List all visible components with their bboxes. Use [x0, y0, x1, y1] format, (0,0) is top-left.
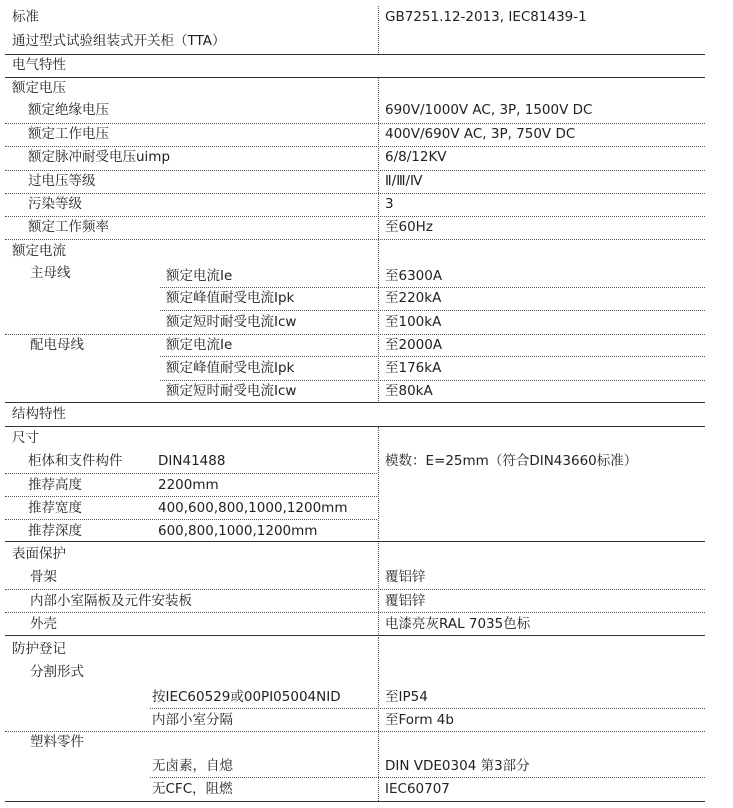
row-divider — [5, 170, 705, 171]
row-value: 至100kA — [385, 314, 442, 330]
row-value: 至176kA — [385, 360, 442, 376]
section-divider — [5, 54, 705, 55]
row-divider — [5, 473, 377, 474]
row-label: 额定短时耐受电流Icw — [166, 314, 297, 330]
row-value: 覆铝锌 — [385, 593, 426, 609]
column-divider — [378, 427, 379, 539]
row-label: 推荐宽度 — [28, 500, 82, 516]
row-divider — [5, 193, 705, 194]
row-value: 690V/1000V AC, 3P, 1500V DC — [385, 102, 593, 118]
module-note: 模数：E=25mm（符合DIN43660标准） — [385, 453, 638, 469]
row-label: 内部小室隔板及元件安装板 — [30, 593, 192, 609]
row-label: 额定电流Ie — [166, 337, 233, 353]
row-divider — [160, 356, 705, 357]
row-label: 柜体和支件构件 — [28, 453, 123, 469]
subheading-rated-voltage: 额定电压 — [12, 80, 66, 96]
row-value: 至6300A — [385, 268, 443, 284]
row-value: 400V/690V AC, 3P, 750V DC — [385, 126, 576, 142]
row-value: IEC60707 — [385, 781, 450, 797]
row-value: 至60Hz — [385, 219, 433, 235]
row-divider — [5, 519, 377, 520]
row-label: 额定短时耐受电流Icw — [166, 383, 297, 399]
row-label: 无卤素，自熄 — [152, 758, 233, 774]
section-divider — [5, 541, 705, 542]
row-label: 过电压等级 — [28, 173, 96, 189]
row-label: 额定绝缘电压 — [28, 102, 109, 118]
row-divider — [5, 612, 705, 613]
row-value: 覆铝锌 — [385, 569, 426, 585]
row-divider — [160, 380, 705, 381]
standard-label: 标准 — [12, 9, 39, 25]
group-label-main-busbar: 主母线 — [30, 265, 71, 281]
section-heading-structure: 结构特性 — [12, 406, 66, 422]
row-value: 至Form 4b — [385, 712, 454, 728]
row-value: 600,800,1000,1200mm — [158, 523, 318, 539]
section-heading-electrical: 电气特性 — [12, 57, 66, 73]
subheading-dimensions: 尺寸 — [12, 430, 39, 446]
row-divider — [160, 310, 705, 311]
row-value: 至2000A — [385, 337, 443, 353]
section-divider — [5, 77, 705, 78]
row-label: 按IEC60529或00PI05004NID — [152, 689, 341, 705]
subheading-protection: 防护登记 — [12, 641, 66, 657]
row-value: 至80kA — [385, 383, 433, 399]
row-divider — [5, 216, 705, 217]
row-label: 额定工作频率 — [28, 219, 109, 235]
row-label: 推荐深度 — [28, 523, 82, 539]
row-label: 外壳 — [30, 616, 57, 632]
row-label: 额定工作电压 — [28, 126, 109, 142]
row-divider — [5, 496, 377, 497]
row-label: 推荐高度 — [28, 477, 82, 493]
standard-value: GB7251.12-2013, IEC81439-1 — [385, 9, 587, 25]
row-label: 额定峰值耐受电流Ipk — [166, 290, 295, 306]
section-divider — [5, 402, 705, 403]
group-label-distribution-busbar: 配电母线 — [30, 337, 84, 353]
row-value: DIN41488 — [158, 453, 226, 469]
standard-sublabel: 通过型式试验组装式开关柜（TTA） — [12, 33, 226, 49]
row-divider — [5, 731, 705, 732]
row-divider — [5, 146, 705, 147]
row-value: 3 — [385, 196, 394, 212]
row-divider — [5, 123, 705, 124]
row-divider — [5, 334, 705, 335]
section-divider — [5, 426, 705, 427]
row-value: Ⅱ/Ⅲ/Ⅳ — [385, 173, 423, 189]
row-value: 400,600,800,1000,1200mm — [158, 500, 348, 516]
row-value: 至220kA — [385, 290, 442, 306]
group-label-separation: 分割形式 — [30, 664, 84, 680]
row-divider — [150, 708, 705, 709]
row-divider — [5, 589, 705, 590]
subheading-rated-current: 额定电流 — [12, 243, 66, 259]
row-value: DIN VDE0304 第3部分 — [385, 758, 530, 774]
column-divider — [378, 6, 379, 53]
row-label: 内部小室分隔 — [152, 712, 233, 728]
row-value: 6/8/12KV — [385, 149, 447, 165]
row-label: 无CFC，阻燃 — [152, 781, 233, 797]
row-value: 至IP54 — [385, 689, 428, 705]
section-divider — [5, 801, 705, 802]
row-label: 额定电流Ie — [166, 268, 233, 284]
section-divider — [5, 635, 705, 636]
row-label: 污染等级 — [28, 196, 82, 212]
subheading-surface-protection: 表面保护 — [12, 546, 66, 562]
row-divider — [160, 287, 705, 288]
row-divider — [150, 777, 705, 778]
group-label-plastic: 塑料零件 — [30, 734, 84, 750]
row-value: 2200mm — [158, 477, 219, 493]
row-label: 额定脉冲耐受电压uimp — [28, 149, 171, 165]
row-label: 额定峰值耐受电流Ipk — [166, 360, 295, 376]
row-value: 电漆亮灰RAL 7035色标 — [385, 616, 531, 632]
row-label: 骨架 — [30, 569, 57, 585]
row-divider — [5, 239, 705, 240]
